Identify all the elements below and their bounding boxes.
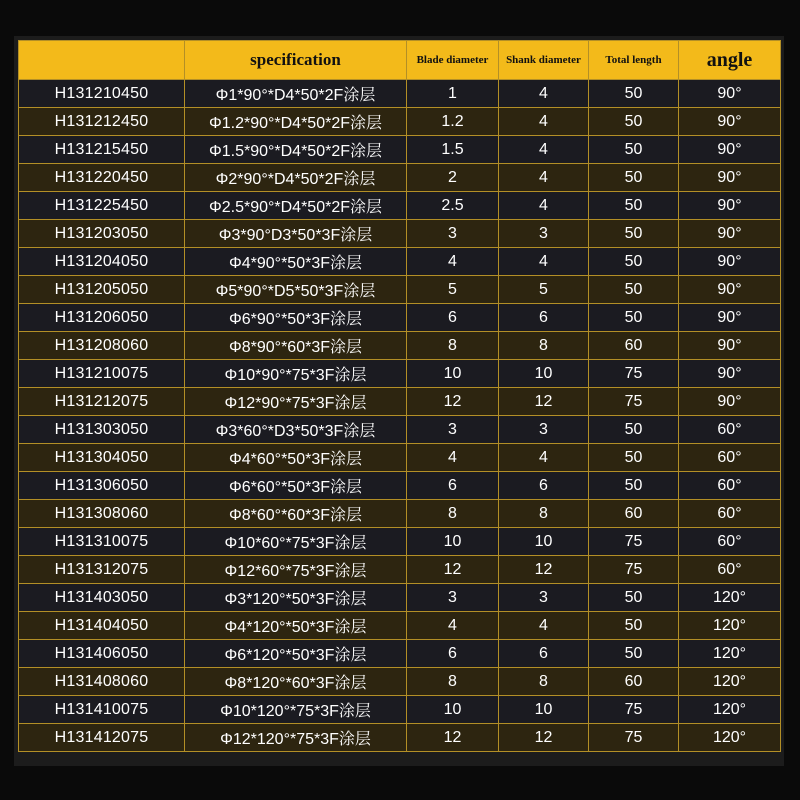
cell-total-length: 75	[589, 528, 679, 556]
spec-table	[18, 40, 781, 752]
cell-code: H131412075	[19, 724, 185, 752]
table-row	[19, 556, 781, 584]
cell-angle: 90°	[679, 220, 781, 248]
cell-blade-diameter: 1.5	[407, 136, 499, 164]
cell-code: H131215450	[19, 136, 185, 164]
cell-total-length: 75	[589, 360, 679, 388]
cell-specification: Φ4*120°*50*3F涂层	[185, 612, 407, 640]
table-row	[19, 584, 781, 612]
cell-code: H131310075	[19, 528, 185, 556]
cell-code: H131212075	[19, 388, 185, 416]
cell-total-length: 75	[589, 724, 679, 752]
cell-specification: Φ8*120°*60*3F涂层	[185, 668, 407, 696]
cell-total-length: 50	[589, 640, 679, 668]
cell-shank-diameter: 4	[499, 80, 589, 108]
cell-code: H131203050	[19, 220, 185, 248]
cell-specification: Φ1.2*90°*D4*50*2F涂层	[185, 108, 407, 136]
table-row	[19, 136, 781, 164]
cell-total-length: 50	[589, 248, 679, 276]
cell-angle: 90°	[679, 276, 781, 304]
table-row	[19, 276, 781, 304]
header-code	[19, 41, 185, 80]
cell-total-length: 75	[589, 696, 679, 724]
cell-specification: Φ12*120°*75*3F涂层	[185, 724, 407, 752]
cell-blade-diameter: 12	[407, 556, 499, 584]
cell-total-length: 50	[589, 444, 679, 472]
cell-angle: 90°	[679, 248, 781, 276]
cell-blade-diameter: 6	[407, 472, 499, 500]
cell-code: H131210450	[19, 80, 185, 108]
table-row	[19, 388, 781, 416]
cell-blade-diameter: 8	[407, 332, 499, 360]
cell-specification: Φ2*90°*D4*50*2F涂层	[185, 164, 407, 192]
table-row	[19, 528, 781, 556]
cell-shank-diameter: 6	[499, 640, 589, 668]
cell-angle: 90°	[679, 80, 781, 108]
header-specification: specification	[185, 41, 407, 80]
cell-code: H131308060	[19, 500, 185, 528]
cell-blade-diameter: 1.2	[407, 108, 499, 136]
cell-shank-diameter: 10	[499, 360, 589, 388]
cell-total-length: 50	[589, 612, 679, 640]
cell-blade-diameter: 3	[407, 416, 499, 444]
cell-specification: Φ3*90°D3*50*3F涂层	[185, 220, 407, 248]
table-row	[19, 668, 781, 696]
cell-specification: Φ6*120°*50*3F涂层	[185, 640, 407, 668]
cell-specification: Φ1.5*90°*D4*50*2F涂层	[185, 136, 407, 164]
cell-angle: 90°	[679, 108, 781, 136]
cell-total-length: 75	[589, 556, 679, 584]
cell-total-length: 50	[589, 220, 679, 248]
cell-specification: Φ4*60°*50*3F涂层	[185, 444, 407, 472]
cell-total-length: 50	[589, 164, 679, 192]
cell-shank-diameter: 4	[499, 136, 589, 164]
table-row	[19, 472, 781, 500]
cell-blade-diameter: 1	[407, 80, 499, 108]
cell-total-length: 50	[589, 136, 679, 164]
cell-specification: Φ10*60°*75*3F涂层	[185, 528, 407, 556]
table-row	[19, 164, 781, 192]
cell-specification: Φ12*60°*75*3F涂层	[185, 556, 407, 584]
table-row	[19, 612, 781, 640]
cell-shank-diameter: 10	[499, 696, 589, 724]
cell-total-length: 50	[589, 304, 679, 332]
cell-angle: 90°	[679, 360, 781, 388]
header-blade-diameter: Blade diameter	[407, 41, 499, 80]
cell-shank-diameter: 4	[499, 108, 589, 136]
cell-code: H131205050	[19, 276, 185, 304]
cell-blade-diameter: 3	[407, 584, 499, 612]
cell-specification: Φ3*120°*50*3F涂层	[185, 584, 407, 612]
cell-shank-diameter: 6	[499, 304, 589, 332]
cell-shank-diameter: 12	[499, 556, 589, 584]
cell-angle: 120°	[679, 584, 781, 612]
cell-shank-diameter: 12	[499, 388, 589, 416]
cell-specification: Φ10*120°*75*3F涂层	[185, 696, 407, 724]
cell-blade-diameter: 10	[407, 696, 499, 724]
table-row	[19, 444, 781, 472]
cell-angle: 90°	[679, 388, 781, 416]
cell-shank-diameter: 6	[499, 472, 589, 500]
cell-total-length: 50	[589, 192, 679, 220]
table-row	[19, 304, 781, 332]
cell-shank-diameter: 5	[499, 276, 589, 304]
cell-code: H131204050	[19, 248, 185, 276]
header-angle: angle	[679, 41, 781, 80]
cell-shank-diameter: 4	[499, 444, 589, 472]
cell-total-length: 50	[589, 472, 679, 500]
table-row	[19, 416, 781, 444]
cell-angle: 60°	[679, 500, 781, 528]
cell-blade-diameter: 6	[407, 304, 499, 332]
cell-angle: 120°	[679, 668, 781, 696]
table-row	[19, 640, 781, 668]
cell-angle: 90°	[679, 164, 781, 192]
cell-blade-diameter: 8	[407, 500, 499, 528]
table-row	[19, 332, 781, 360]
table-row	[19, 248, 781, 276]
cell-angle: 90°	[679, 304, 781, 332]
cell-specification: Φ12*90°*75*3F涂层	[185, 388, 407, 416]
cell-angle: 60°	[679, 444, 781, 472]
cell-shank-diameter: 4	[499, 164, 589, 192]
cell-angle: 120°	[679, 696, 781, 724]
cell-code: H131306050	[19, 472, 185, 500]
cell-code: H131212450	[19, 108, 185, 136]
cell-angle: 90°	[679, 332, 781, 360]
cell-total-length: 50	[589, 416, 679, 444]
cell-blade-diameter: 4	[407, 612, 499, 640]
cell-shank-diameter: 4	[499, 192, 589, 220]
cell-shank-diameter: 8	[499, 500, 589, 528]
cell-code: H131303050	[19, 416, 185, 444]
cell-angle: 60°	[679, 556, 781, 584]
cell-blade-diameter: 12	[407, 724, 499, 752]
cell-blade-diameter: 3	[407, 220, 499, 248]
cell-angle: 120°	[679, 724, 781, 752]
cell-total-length: 50	[589, 276, 679, 304]
cell-angle: 60°	[679, 528, 781, 556]
cell-shank-diameter: 4	[499, 612, 589, 640]
cell-specification: Φ3*60°*D3*50*3F涂层	[185, 416, 407, 444]
header-shank-diameter: Shank diameter	[499, 41, 589, 80]
cell-shank-diameter: 8	[499, 668, 589, 696]
cell-blade-diameter: 2	[407, 164, 499, 192]
cell-specification: Φ2.5*90°*D4*50*2F涂层	[185, 192, 407, 220]
cell-code: H131410075	[19, 696, 185, 724]
table-row	[19, 360, 781, 388]
cell-code: H131206050	[19, 304, 185, 332]
cell-specification: Φ6*60°*50*3F涂层	[185, 472, 407, 500]
cell-code: H131404050	[19, 612, 185, 640]
cell-shank-diameter: 3	[499, 584, 589, 612]
cell-code: H131208060	[19, 332, 185, 360]
cell-blade-diameter: 12	[407, 388, 499, 416]
cell-total-length: 75	[589, 388, 679, 416]
cell-code: H131210075	[19, 360, 185, 388]
cell-blade-diameter: 4	[407, 248, 499, 276]
cell-code: H131304050	[19, 444, 185, 472]
cell-specification: Φ6*90°*50*3F涂层	[185, 304, 407, 332]
cell-shank-diameter: 12	[499, 724, 589, 752]
table-row	[19, 108, 781, 136]
cell-angle: 90°	[679, 136, 781, 164]
table-row	[19, 724, 781, 752]
cell-total-length: 60	[589, 332, 679, 360]
cell-code: H131225450	[19, 192, 185, 220]
cell-total-length: 50	[589, 584, 679, 612]
cell-blade-diameter: 4	[407, 444, 499, 472]
cell-angle: 120°	[679, 612, 781, 640]
cell-total-length: 50	[589, 80, 679, 108]
cell-blade-diameter: 8	[407, 668, 499, 696]
table-row	[19, 500, 781, 528]
cell-code: H131408060	[19, 668, 185, 696]
cell-specification: Φ10*90°*75*3F涂层	[185, 360, 407, 388]
cell-specification: Φ5*90°*D5*50*3F涂层	[185, 276, 407, 304]
cell-angle: 90°	[679, 192, 781, 220]
cell-total-length: 50	[589, 108, 679, 136]
cell-blade-diameter: 6	[407, 640, 499, 668]
cell-angle: 60°	[679, 416, 781, 444]
cell-angle: 120°	[679, 640, 781, 668]
cell-shank-diameter: 3	[499, 220, 589, 248]
cell-blade-diameter: 10	[407, 528, 499, 556]
cell-angle: 60°	[679, 472, 781, 500]
cell-shank-diameter: 3	[499, 416, 589, 444]
table-row	[19, 192, 781, 220]
table-row	[19, 220, 781, 248]
cell-code: H131403050	[19, 584, 185, 612]
cell-code: H131312075	[19, 556, 185, 584]
cell-shank-diameter: 4	[499, 248, 589, 276]
cell-total-length: 60	[589, 500, 679, 528]
table-row	[19, 696, 781, 724]
header-row	[19, 41, 781, 80]
cell-total-length: 60	[589, 668, 679, 696]
cell-specification: Φ8*60°*60*3F涂层	[185, 500, 407, 528]
cell-code: H131406050	[19, 640, 185, 668]
cell-specification: Φ1*90°*D4*50*2F涂层	[185, 80, 407, 108]
cell-shank-diameter: 8	[499, 332, 589, 360]
table-row	[19, 80, 781, 108]
cell-shank-diameter: 10	[499, 528, 589, 556]
header-total-length: Total length	[589, 41, 679, 80]
cell-blade-diameter: 10	[407, 360, 499, 388]
cell-blade-diameter: 2.5	[407, 192, 499, 220]
cell-code: H131220450	[19, 164, 185, 192]
cell-specification: Φ4*90°*50*3F涂层	[185, 248, 407, 276]
cell-specification: Φ8*90°*60*3F涂层	[185, 332, 407, 360]
cell-blade-diameter: 5	[407, 276, 499, 304]
